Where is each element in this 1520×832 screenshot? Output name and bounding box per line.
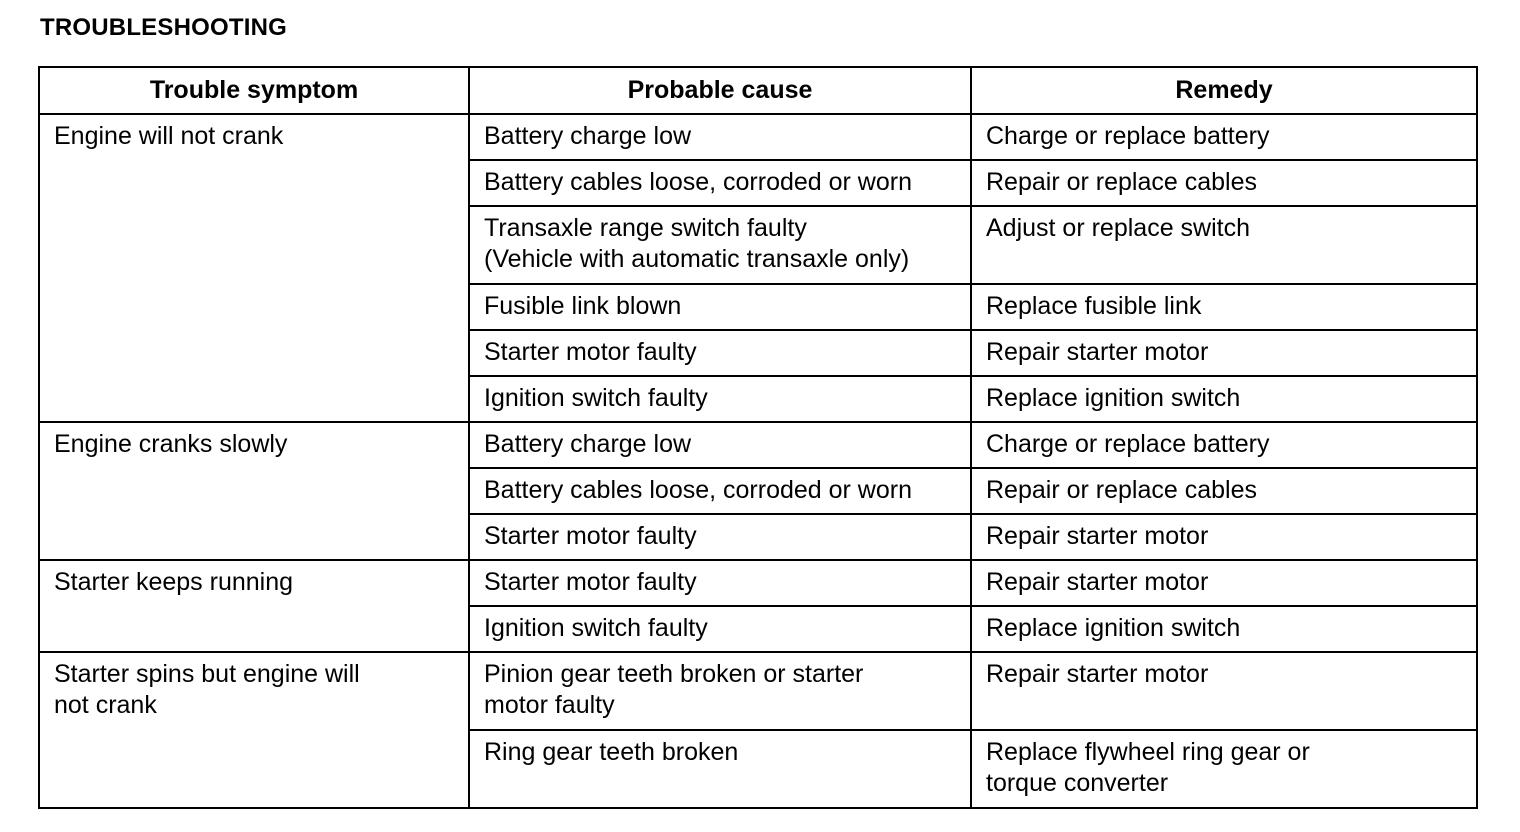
cause-cell: Transaxle range switch faulty (Vehicle with automatic transaxle only): [469, 206, 971, 284]
cause-cell: Starter motor faulty: [469, 560, 971, 606]
cause-cell: Ignition switch faulty: [469, 376, 971, 422]
symptom-cell: Engine will not crank: [39, 114, 469, 422]
symptom-cell: Starter spins but engine will not crank: [39, 652, 469, 808]
cause-cell: Pinion gear teeth broken or starter motor faulty: [469, 652, 971, 730]
cause-cell: Battery cables loose, corroded or worn: [469, 468, 971, 514]
remedy-cell: Charge or replace battery: [971, 422, 1477, 468]
cause-cell: Starter motor faulty: [469, 514, 971, 560]
remedy-cell: Repair starter motor: [971, 514, 1477, 560]
table-row: [39, 422, 1477, 468]
remedy-cell: Repair starter motor: [971, 330, 1477, 376]
column-header-symptom: Trouble symptom: [39, 67, 469, 114]
remedy-cell: Repair starter motor: [971, 652, 1477, 730]
remedy-cell: Adjust or replace switch: [971, 206, 1477, 284]
cause-cell: Ring gear teeth broken: [469, 730, 971, 808]
column-header-cause: Probable cause: [469, 67, 971, 114]
page-title: TROUBLESHOOTING: [40, 14, 287, 41]
cause-cell: Battery cables loose, corroded or worn: [469, 160, 971, 206]
table-row: [39, 652, 1477, 730]
table-row: [39, 114, 1477, 160]
remedy-cell: Repair or replace cables: [971, 468, 1477, 514]
cause-cell: Starter motor faulty: [469, 330, 971, 376]
remedy-cell: Replace fusible link: [971, 284, 1477, 330]
remedy-cell: Repair or replace cables: [971, 160, 1477, 206]
column-header-remedy: Remedy: [971, 67, 1477, 114]
remedy-cell: Replace ignition switch: [971, 606, 1477, 652]
cause-cell: Battery charge low: [469, 114, 971, 160]
symptom-cell: Engine cranks slowly: [39, 422, 469, 560]
troubleshooting-table: [38, 66, 1478, 809]
cause-cell: Battery charge low: [469, 422, 971, 468]
cause-cell: Ignition switch faulty: [469, 606, 971, 652]
remedy-cell: Replace ignition switch: [971, 376, 1477, 422]
remedy-cell: Charge or replace battery: [971, 114, 1477, 160]
table-row: [39, 560, 1477, 606]
cause-cell: Fusible link blown: [469, 284, 971, 330]
symptom-cell: Starter keeps running: [39, 560, 469, 652]
table-header-row: [39, 67, 1477, 114]
remedy-cell: Repair starter motor: [971, 560, 1477, 606]
remedy-cell: Replace flywheel ring gear or torque converter: [971, 730, 1477, 808]
